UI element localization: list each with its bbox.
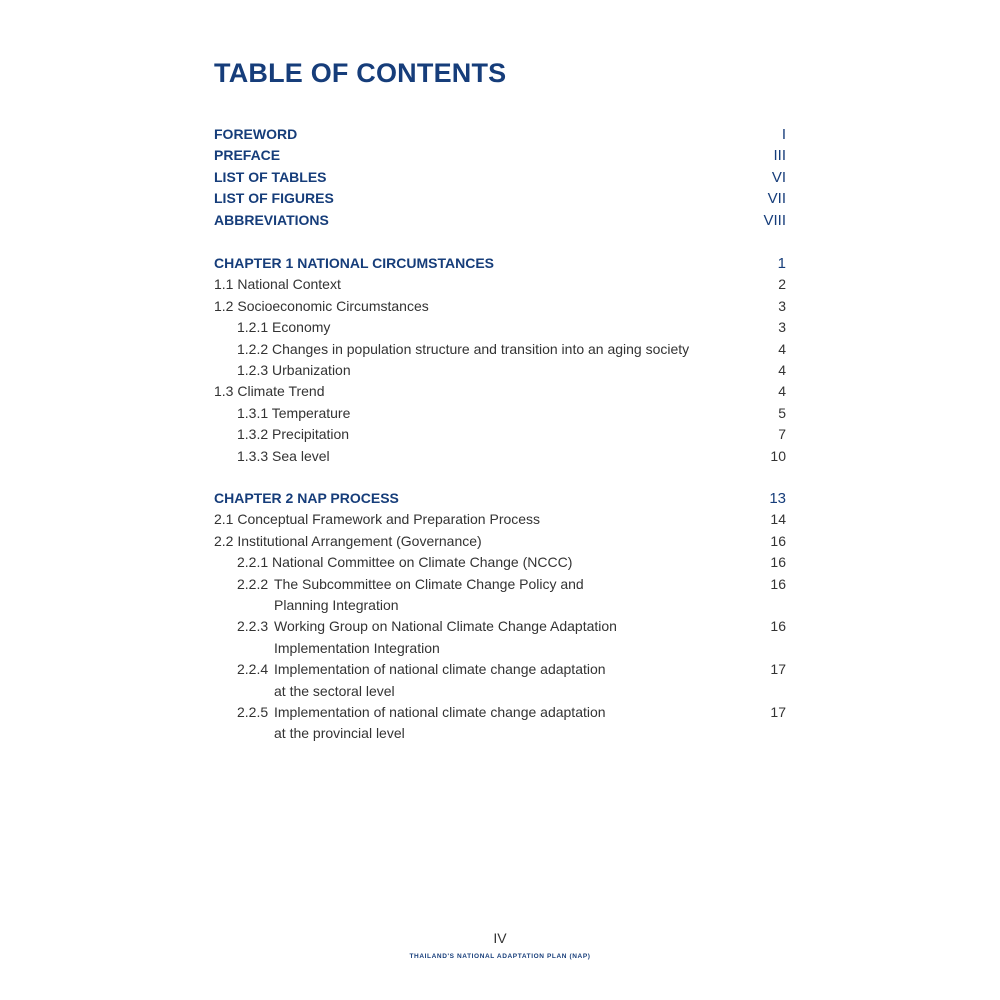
toc-entry-page: VIII <box>763 211 786 229</box>
toc-entry-page: VII <box>767 190 786 208</box>
toc-entry-page: I <box>781 126 786 143</box>
toc-entry[interactable] <box>214 274 786 295</box>
toc-entry-page: 7 <box>778 426 786 443</box>
toc-subentry[interactable] <box>214 702 786 745</box>
toc-entry-page: 17 <box>770 703 786 720</box>
toc-entry[interactable] <box>214 531 786 552</box>
toc-entry-abbreviations[interactable] <box>214 210 786 231</box>
toc-chapter-heading[interactable] <box>214 488 786 509</box>
toc-entry-label: 1.2 Socioeconomic Circumstances <box>214 297 429 314</box>
toc-chapter-title: CHAPTER 2 NAP PROCESS <box>214 490 399 506</box>
toc-entry-label: 1.1 National Context <box>214 276 341 293</box>
toc-subentry[interactable] <box>214 659 786 702</box>
toc-entry-page: 2 <box>778 276 786 293</box>
toc-entry-page: 4 <box>778 383 786 400</box>
toc-entry-label <box>214 702 606 745</box>
toc-entry-label: 2.2.1 National Committee on Climate Change (NCCC) <box>237 554 573 571</box>
toc-entry-page: 16 <box>770 532 786 549</box>
toc-chapter-page: 13 <box>769 490 786 507</box>
toc-entry-label <box>214 574 584 617</box>
toc-entry-line-2: Planning Integration <box>274 596 399 613</box>
toc-subentry[interactable] <box>214 424 786 445</box>
toc-entry-line-2: at the provincial level <box>274 725 405 742</box>
footer-document-title: THAILAND'S NATIONAL ADAPTATION PLAN (NAP) <box>409 953 591 960</box>
toc-entry-label: FOREWORD <box>214 126 298 142</box>
toc-entry-page: 16 <box>770 554 786 571</box>
toc-chapter-heading[interactable] <box>214 253 786 274</box>
toc-entry-list-of-tables[interactable] <box>214 167 786 188</box>
page-title: TABLE OF CONTENTS <box>214 58 507 88</box>
toc-entry-label <box>214 616 617 659</box>
toc-entry-page: 3 <box>778 319 786 336</box>
toc-entry-label: 1.3.3 Sea level <box>237 447 330 464</box>
toc-entry-page: 4 <box>778 340 786 357</box>
toc-entry-number: 2.2.5 <box>237 703 269 720</box>
toc-entry-label: LIST OF TABLES <box>214 168 327 185</box>
toc-subentry[interactable] <box>214 317 786 338</box>
toc-entry[interactable] <box>214 381 786 402</box>
toc-subentry[interactable] <box>214 360 786 381</box>
toc-entry[interactable] <box>214 509 786 530</box>
toc-entry-page: VI <box>771 168 786 186</box>
toc-entry-label: PREFACE <box>214 147 281 164</box>
toc-entry-label: ABBREVIATIONS <box>214 211 329 228</box>
toc-chapter-1 <box>214 253 786 467</box>
toc-subentry[interactable] <box>214 552 786 573</box>
toc-entry-label: 1.3.1 Temperature <box>237 404 351 421</box>
toc-entry-line-2: Implementation Integration <box>274 639 440 656</box>
toc-entry-page: 4 <box>778 361 786 378</box>
toc-chapter-page: 1 <box>777 255 786 272</box>
toc-entry-page: 10 <box>770 447 786 464</box>
toc-entry-line-2: at the sectoral level <box>274 682 395 699</box>
toc-entry-label: 1.3 Climate Trend <box>214 383 325 400</box>
toc-entry-line-1: The Subcommittee on Climate Change Policy and <box>274 575 584 592</box>
toc-entry-page: 14 <box>770 511 786 528</box>
toc-entry-page: 17 <box>770 661 786 678</box>
toc-entry-foreword[interactable] <box>214 124 786 145</box>
toc-entry[interactable] <box>214 296 786 317</box>
toc-entry-number: 2.2.3 <box>237 618 269 635</box>
toc-entry-label: 1.2.1 Economy <box>237 319 331 336</box>
toc-entry-label: LIST OF FIGURES <box>214 190 334 207</box>
toc-entry-label <box>214 659 606 702</box>
toc-entry-line-1: Working Group on National Climate Change Adaptation <box>274 618 617 635</box>
toc-entry-line-1: Implementation of national climate change adaptation <box>274 703 606 720</box>
toc-entry-label: 2.1 Conceptual Framework and Preparation Process <box>214 511 541 528</box>
toc-entry-line-1: Implementation of national climate change adaptation <box>274 661 606 678</box>
toc-chapter-2 <box>214 488 786 745</box>
toc-entry-page: 16 <box>770 575 786 592</box>
toc-entry-page: 5 <box>778 404 786 421</box>
toc-subentry[interactable] <box>214 616 786 659</box>
toc-subentry[interactable] <box>214 339 786 360</box>
toc-entry-label: 1.2.3 Urbanization <box>237 361 351 378</box>
toc-chapter-title: CHAPTER 1 NATIONAL CIRCUMSTANCES <box>214 255 495 271</box>
toc-entry-label: 1.3.2 Precipitation <box>237 426 350 443</box>
toc-entry-label: 1.2.2 Changes in population structure and transition into an aging society <box>237 340 690 357</box>
toc-subentry[interactable] <box>214 446 786 467</box>
toc-entry-page: III <box>773 147 786 165</box>
toc-entry-page: 3 <box>778 297 786 314</box>
footer-page-number: IV <box>493 930 507 946</box>
toc-entry-number: 2.2.4 <box>237 661 269 678</box>
toc-subentry[interactable] <box>214 403 786 424</box>
toc-subentry[interactable] <box>214 574 786 617</box>
toc-front-matter <box>214 124 786 231</box>
toc-entry-preface[interactable] <box>214 145 786 166</box>
toc-entry-list-of-figures[interactable] <box>214 188 786 209</box>
toc-entry-label: 2.2 Institutional Arrangement (Governance) <box>214 532 482 549</box>
toc-entry-number: 2.2.2 <box>237 575 269 592</box>
toc-entry-page: 16 <box>770 618 786 635</box>
